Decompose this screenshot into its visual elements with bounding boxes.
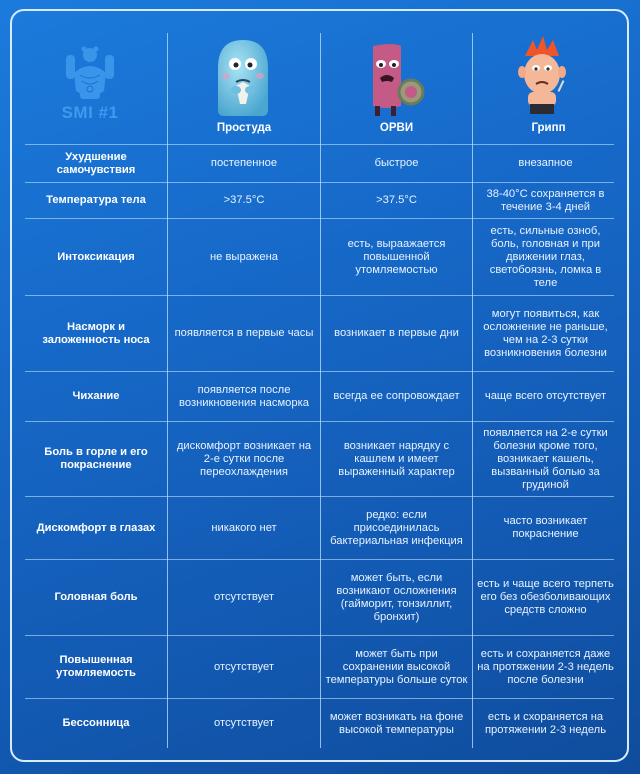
row-label: Боль в горле и его покраснение — [44, 446, 148, 471]
table-cell: 38-40°C сохраняется в течение 3-4 дней — [486, 187, 605, 213]
table-cell: отсутствует — [213, 717, 275, 729]
row-label: Дискомфорт в глазах — [36, 521, 156, 534]
bear-ornament-icon — [60, 45, 120, 103]
table-cell: может быть при сохранении высокой температуры больше суток — [325, 647, 468, 686]
column-header-flu: Грипп — [531, 122, 566, 134]
table-cell: есть, сильные озноб, боль, головная и при движении глаз, светобоязнь, ломка в теле — [489, 224, 602, 289]
table-cell: появляется на 2-е сутки болезни кроме того, возникает кашель, вызванный болью за грудиной — [483, 426, 608, 491]
row-label: Головная боль — [54, 591, 138, 603]
table-cell: >37.5°C — [223, 194, 265, 206]
logo-text: SMI #1 — [61, 103, 119, 122]
sick-redhead-character-icon — [513, 34, 573, 120]
row-label: Температура тела — [46, 194, 146, 206]
table-cell: отсутствует — [213, 660, 275, 673]
row-label: Ухудшение самочувствия — [56, 150, 136, 176]
table-cell: постепенное — [210, 157, 278, 169]
table-cell: никакого нет — [211, 521, 277, 534]
table-cell: часто возникает покраснение — [503, 515, 588, 540]
table-cell: есть и чаще всего терпеть его без обезболивающих средств сложно — [477, 578, 614, 616]
table-cell: >37.5°C — [376, 194, 417, 206]
row-label: Повышенная утомляемость — [56, 654, 136, 679]
logo — [50, 45, 130, 123]
table-cell: внезапное — [518, 157, 573, 169]
table-cell: возникает нарядку с кашлем и имеет выраженный характер — [338, 439, 455, 478]
table-cell: не выражена — [209, 250, 279, 263]
table-cell: появляется в первые часы — [174, 327, 314, 339]
table-cell: чаще всего отсутствует — [484, 390, 607, 402]
sad-blue-blob-character-icon — [212, 38, 274, 118]
table-cell: может быть, если возникают осложнения (гайморит, тонзиллит, бронхит) — [336, 571, 457, 623]
table-cell: всегда ее сопровождает — [333, 390, 460, 402]
table-cell: появляется после возникновения насморка — [179, 383, 309, 409]
column-header-cold: Простуда — [216, 122, 272, 134]
row-label: Бессонница — [62, 717, 130, 729]
sad-pink-character-icon — [363, 40, 433, 120]
table-cell: может возникать на фоне высокой температуры — [329, 710, 464, 736]
row-label: Насморк и заложенность носа — [42, 320, 150, 346]
table-cell: есть и сохраняется даже на протяжении 2-3 недель после болезни — [477, 647, 614, 686]
table-cell: дискомфорт возникает на 2-е сутки после переохлаждения — [176, 439, 312, 478]
row-label: Чихание — [72, 390, 120, 402]
column-header-arvi: ОРВИ — [379, 122, 414, 134]
table-cell: отсутствует — [213, 591, 275, 603]
table-cell: возникает в первые дни — [334, 327, 459, 339]
table-cell: редко: если присоединилась бактериальная инфекция — [330, 508, 463, 547]
table-cell: могут появиться, как осложнение не раньше, чем на 2-3 сутки возникновения болезни — [483, 307, 608, 359]
table-cell: есть, выраажается повышенной утомляемостью — [347, 237, 446, 276]
table-cell: есть и схораняется на протяжении 2-3 недель — [484, 710, 607, 736]
table-cell: быстрое — [374, 157, 419, 169]
row-label: Интоксикация — [57, 250, 135, 263]
